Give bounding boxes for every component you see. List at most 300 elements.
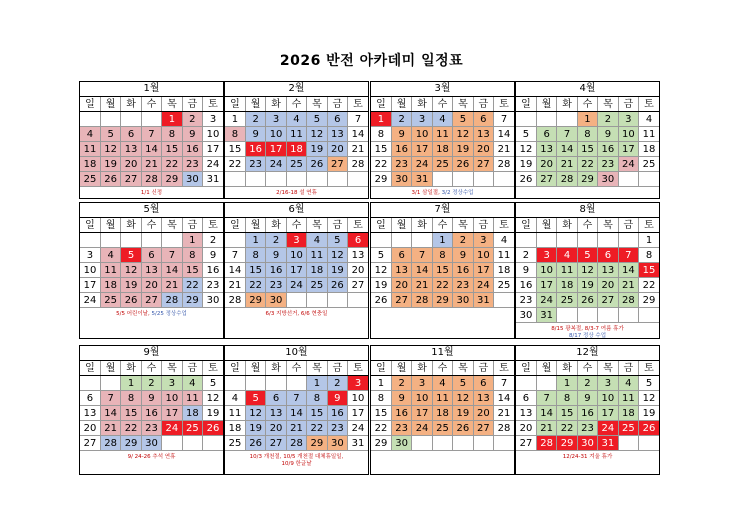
week-row bbox=[80, 248, 223, 263]
day-cell: 27 bbox=[473, 421, 493, 436]
day-cell bbox=[348, 293, 368, 308]
day-cell: 21 bbox=[494, 142, 514, 157]
day-cell: 10 bbox=[536, 263, 556, 278]
weekday-header: 목 bbox=[598, 361, 618, 376]
weekday-header: 일 bbox=[371, 218, 391, 233]
day-cell: 18 bbox=[432, 406, 452, 421]
day-cell: 2 bbox=[245, 112, 265, 127]
day-cell: 2 bbox=[182, 112, 202, 127]
weekday-header: 금 bbox=[473, 361, 493, 376]
day-cell: 1 bbox=[371, 112, 391, 127]
week-row bbox=[371, 233, 514, 248]
day-cell: 3 bbox=[598, 376, 618, 391]
day-cell: 25 bbox=[182, 421, 202, 436]
day-cell: 30 bbox=[327, 436, 347, 451]
day-cell: 26 bbox=[307, 157, 327, 172]
month-block bbox=[515, 81, 660, 199]
note-text: 3/2 정상수업 bbox=[441, 190, 474, 196]
weekday-header: 수 bbox=[432, 361, 452, 376]
day-cell: 26 bbox=[327, 278, 347, 293]
day-cell: 2 bbox=[141, 376, 161, 391]
month-title: 11월 bbox=[371, 346, 514, 361]
week-row bbox=[225, 436, 368, 451]
day-cell: 18 bbox=[307, 263, 327, 278]
day-cell: 4 bbox=[432, 376, 452, 391]
day-cell: 19 bbox=[516, 157, 536, 172]
day-cell: 26 bbox=[203, 421, 223, 436]
day-cell: 7 bbox=[286, 391, 306, 406]
day-cell: 11 bbox=[432, 391, 452, 406]
day-cell bbox=[639, 436, 659, 451]
day-cell bbox=[618, 308, 638, 323]
day-cell: 17 bbox=[473, 263, 493, 278]
day-cell: 24 bbox=[412, 157, 432, 172]
day-cell: 9 bbox=[327, 391, 347, 406]
day-cell: 17 bbox=[536, 278, 556, 293]
weekday-header: 금 bbox=[182, 97, 202, 112]
day-cell bbox=[162, 233, 182, 248]
day-cell bbox=[80, 233, 100, 248]
day-cell: 27 bbox=[80, 436, 100, 451]
weekday-header: 화 bbox=[557, 361, 577, 376]
week-row bbox=[80, 421, 223, 436]
day-cell bbox=[121, 112, 141, 127]
week-row bbox=[80, 127, 223, 142]
month-block bbox=[370, 345, 515, 475]
day-cell: 9 bbox=[516, 263, 536, 278]
weekday-header: 화 bbox=[266, 97, 286, 112]
weekday-header: 목 bbox=[307, 361, 327, 376]
day-cell: 17 bbox=[598, 406, 618, 421]
day-cell: 28 bbox=[494, 157, 514, 172]
week-row bbox=[516, 308, 659, 323]
week-row bbox=[225, 278, 368, 293]
holiday-note bbox=[225, 190, 368, 197]
day-cell: 29 bbox=[371, 436, 391, 451]
weekday-header: 금 bbox=[327, 361, 347, 376]
day-cell: 11 bbox=[307, 248, 327, 263]
weekday-header: 월 bbox=[245, 361, 265, 376]
day-cell: 5 bbox=[100, 127, 120, 142]
note-text: 6/3 지방선거, 6/6 현충일 bbox=[265, 311, 328, 317]
day-cell: 19 bbox=[121, 278, 141, 293]
day-cell: 25 bbox=[225, 436, 245, 451]
day-cell: 4 bbox=[494, 233, 514, 248]
day-cell: 23 bbox=[327, 421, 347, 436]
day-cell: 22 bbox=[245, 278, 265, 293]
weekday-header: 토 bbox=[494, 361, 514, 376]
day-cell: 8 bbox=[307, 391, 327, 406]
day-cell: 27 bbox=[391, 293, 411, 308]
day-cell: 2 bbox=[327, 376, 347, 391]
holiday-note bbox=[225, 454, 368, 468]
day-cell: 30 bbox=[182, 172, 202, 187]
day-cell: 7 bbox=[162, 248, 182, 263]
day-cell bbox=[100, 376, 120, 391]
day-cell: 4 bbox=[225, 391, 245, 406]
day-cell bbox=[473, 172, 493, 187]
day-cell: 23 bbox=[245, 157, 265, 172]
note-text: 10/9 한글날 bbox=[281, 461, 312, 467]
week-row bbox=[80, 436, 223, 451]
day-cell: 20 bbox=[536, 157, 556, 172]
day-cell: 24 bbox=[203, 157, 223, 172]
day-cell bbox=[307, 172, 327, 187]
day-cell: 8 bbox=[121, 391, 141, 406]
day-cell: 11 bbox=[432, 127, 452, 142]
day-cell: 25 bbox=[100, 293, 120, 308]
day-cell bbox=[494, 172, 514, 187]
day-cell: 25 bbox=[494, 278, 514, 293]
day-cell bbox=[80, 112, 100, 127]
day-cell: 20 bbox=[348, 263, 368, 278]
weekday-header: 일 bbox=[371, 361, 391, 376]
day-cell: 29 bbox=[557, 436, 577, 451]
weekday-header: 토 bbox=[348, 218, 368, 233]
day-cell: 11 bbox=[639, 127, 659, 142]
day-cell: 25 bbox=[80, 172, 100, 187]
day-cell: 14 bbox=[286, 406, 306, 421]
week-row bbox=[516, 263, 659, 278]
day-cell bbox=[141, 233, 161, 248]
weekday-header: 일 bbox=[225, 361, 245, 376]
weekday-header: 일 bbox=[516, 218, 536, 233]
day-cell: 31 bbox=[598, 436, 618, 451]
day-cell: 22 bbox=[577, 157, 597, 172]
day-cell: 14 bbox=[618, 263, 638, 278]
day-cell: 19 bbox=[453, 142, 473, 157]
day-cell: 20 bbox=[516, 421, 536, 436]
day-cell: 21 bbox=[141, 157, 161, 172]
day-cell: 8 bbox=[225, 127, 245, 142]
weekday-header: 토 bbox=[203, 361, 223, 376]
day-cell: 8 bbox=[245, 248, 265, 263]
day-cell: 5 bbox=[307, 112, 327, 127]
week-row bbox=[80, 157, 223, 172]
weekday-header: 화 bbox=[266, 361, 286, 376]
day-cell: 14 bbox=[100, 406, 120, 421]
day-cell: 15 bbox=[225, 142, 245, 157]
day-cell bbox=[516, 112, 536, 127]
day-cell: 18 bbox=[557, 278, 577, 293]
day-cell bbox=[473, 436, 493, 451]
day-cell: 7 bbox=[494, 112, 514, 127]
day-cell: 10 bbox=[473, 248, 493, 263]
day-cell: 21 bbox=[557, 157, 577, 172]
weekday-header: 수 bbox=[577, 218, 597, 233]
weekday-header: 수 bbox=[141, 218, 161, 233]
week-row bbox=[80, 391, 223, 406]
day-cell bbox=[536, 112, 556, 127]
weekday-header: 일 bbox=[80, 97, 100, 112]
week-row bbox=[371, 436, 514, 451]
week-row bbox=[516, 293, 659, 308]
day-cell: 24 bbox=[412, 421, 432, 436]
weekday-header: 목 bbox=[307, 97, 327, 112]
day-cell: 6 bbox=[473, 112, 493, 127]
weekday-header: 월 bbox=[245, 218, 265, 233]
day-cell bbox=[536, 376, 556, 391]
day-cell: 17 bbox=[80, 278, 100, 293]
day-cell: 31 bbox=[473, 293, 493, 308]
weekday-header: 금 bbox=[182, 361, 202, 376]
day-cell: 3 bbox=[412, 376, 432, 391]
day-cell: 6 bbox=[327, 112, 347, 127]
day-cell bbox=[494, 293, 514, 308]
day-cell: 13 bbox=[516, 406, 536, 421]
day-cell: 19 bbox=[203, 406, 223, 421]
day-cell: 4 bbox=[432, 112, 452, 127]
day-cell: 28 bbox=[348, 157, 368, 172]
day-cell: 14 bbox=[348, 127, 368, 142]
day-cell: 21 bbox=[348, 142, 368, 157]
day-cell bbox=[245, 172, 265, 187]
day-cell: 20 bbox=[473, 406, 493, 421]
day-cell: 9 bbox=[203, 248, 223, 263]
day-cell bbox=[453, 436, 473, 451]
holiday-note bbox=[80, 454, 223, 461]
day-cell: 16 bbox=[391, 142, 411, 157]
day-cell: 17 bbox=[412, 406, 432, 421]
day-cell bbox=[327, 293, 347, 308]
day-cell bbox=[391, 233, 411, 248]
day-cell: 17 bbox=[286, 263, 306, 278]
day-cell: 31 bbox=[412, 172, 432, 187]
day-cell: 9 bbox=[577, 391, 597, 406]
day-cell: 21 bbox=[412, 278, 432, 293]
weekday-header: 토 bbox=[494, 97, 514, 112]
week-row bbox=[225, 172, 368, 187]
weekday-header: 목 bbox=[598, 97, 618, 112]
day-cell: 30 bbox=[516, 308, 536, 323]
day-cell: 4 bbox=[286, 112, 306, 127]
weekday-header: 토 bbox=[639, 218, 659, 233]
day-cell: 28 bbox=[141, 172, 161, 187]
weekday-header: 토 bbox=[203, 218, 223, 233]
day-cell: 29 bbox=[307, 436, 327, 451]
weekday-header: 목 bbox=[162, 361, 182, 376]
day-cell: 9 bbox=[141, 391, 161, 406]
day-cell: 7 bbox=[225, 248, 245, 263]
month-block bbox=[224, 345, 369, 475]
day-cell: 19 bbox=[577, 278, 597, 293]
day-cell bbox=[577, 233, 597, 248]
month-block bbox=[224, 81, 369, 199]
day-cell bbox=[225, 376, 245, 391]
day-cell bbox=[432, 172, 452, 187]
day-cell: 8 bbox=[182, 248, 202, 263]
month-title: 12월 bbox=[516, 346, 659, 361]
week-row bbox=[371, 127, 514, 142]
day-cell: 15 bbox=[577, 142, 597, 157]
day-cell: 6 bbox=[348, 233, 368, 248]
day-cell: 28 bbox=[494, 421, 514, 436]
week-row bbox=[516, 127, 659, 142]
day-cell: 10 bbox=[412, 391, 432, 406]
day-cell: 6 bbox=[121, 127, 141, 142]
day-cell: 5 bbox=[371, 248, 391, 263]
day-cell: 3 bbox=[203, 112, 223, 127]
day-cell: 13 bbox=[391, 263, 411, 278]
day-cell: 22 bbox=[182, 278, 202, 293]
day-cell: 1 bbox=[432, 233, 452, 248]
month-title: 10월 bbox=[225, 346, 368, 361]
day-cell: 4 bbox=[80, 127, 100, 142]
day-cell: 18 bbox=[80, 157, 100, 172]
week-row bbox=[516, 112, 659, 127]
day-cell: 22 bbox=[432, 278, 452, 293]
day-cell bbox=[203, 436, 223, 451]
weekday-header: 일 bbox=[80, 361, 100, 376]
day-cell bbox=[100, 233, 120, 248]
day-cell: 8 bbox=[371, 391, 391, 406]
day-cell bbox=[327, 172, 347, 187]
day-cell: 10 bbox=[618, 127, 638, 142]
note-text: 10/3 개천절, 10/5 개천절 대체휴일일, bbox=[249, 454, 344, 460]
day-cell: 7 bbox=[412, 248, 432, 263]
day-cell: 12 bbox=[453, 127, 473, 142]
weekday-header: 화 bbox=[266, 218, 286, 233]
day-cell: 1 bbox=[557, 376, 577, 391]
day-cell: 14 bbox=[494, 391, 514, 406]
day-cell: 25 bbox=[286, 157, 306, 172]
weekday-header: 화 bbox=[121, 97, 141, 112]
day-cell: 8 bbox=[557, 391, 577, 406]
day-cell: 16 bbox=[203, 263, 223, 278]
week-row bbox=[371, 248, 514, 263]
day-cell: 2 bbox=[577, 376, 597, 391]
day-cell: 20 bbox=[121, 157, 141, 172]
week-row bbox=[80, 112, 223, 127]
day-cell: 18 bbox=[494, 263, 514, 278]
note-text: 2/16-18 설 연휴 bbox=[276, 190, 317, 196]
day-cell: 23 bbox=[182, 157, 202, 172]
day-cell: 20 bbox=[598, 278, 618, 293]
day-cell: 15 bbox=[639, 263, 659, 278]
day-cell: 17 bbox=[412, 142, 432, 157]
day-cell: 12 bbox=[307, 127, 327, 142]
day-cell: 15 bbox=[557, 406, 577, 421]
day-cell bbox=[100, 112, 120, 127]
day-cell: 1 bbox=[577, 112, 597, 127]
day-cell: 20 bbox=[327, 142, 347, 157]
day-cell: 25 bbox=[432, 421, 452, 436]
month-block bbox=[370, 81, 515, 199]
week-row bbox=[516, 157, 659, 172]
day-cell bbox=[598, 233, 618, 248]
week-row bbox=[225, 263, 368, 278]
holiday-note bbox=[80, 190, 223, 197]
day-cell bbox=[516, 233, 536, 248]
month-block bbox=[79, 81, 224, 199]
day-cell: 13 bbox=[327, 127, 347, 142]
day-cell: 31 bbox=[536, 308, 556, 323]
month-block bbox=[370, 202, 515, 339]
day-cell: 30 bbox=[598, 172, 618, 187]
week-row bbox=[371, 263, 514, 278]
weekday-header: 월 bbox=[100, 218, 120, 233]
weekday-header: 수 bbox=[432, 218, 452, 233]
weekday-header: 화 bbox=[121, 361, 141, 376]
day-cell: 10 bbox=[266, 127, 286, 142]
day-cell: 5 bbox=[453, 112, 473, 127]
weekday-header: 토 bbox=[639, 97, 659, 112]
day-cell: 24 bbox=[598, 421, 618, 436]
day-cell: 14 bbox=[162, 263, 182, 278]
day-cell: 9 bbox=[266, 248, 286, 263]
day-cell: 4 bbox=[182, 376, 202, 391]
day-cell: 12 bbox=[203, 391, 223, 406]
day-cell: 6 bbox=[516, 391, 536, 406]
day-cell: 17 bbox=[618, 142, 638, 157]
day-cell: 28 bbox=[412, 293, 432, 308]
day-cell: 28 bbox=[286, 436, 306, 451]
weekday-header: 수 bbox=[286, 361, 306, 376]
week-row bbox=[371, 112, 514, 127]
note-text: 1/1 신정 bbox=[140, 190, 163, 196]
day-cell: 11 bbox=[100, 263, 120, 278]
day-cell: 3 bbox=[80, 248, 100, 263]
day-cell: 12 bbox=[100, 142, 120, 157]
day-cell: 6 bbox=[80, 391, 100, 406]
day-cell: 12 bbox=[639, 391, 659, 406]
day-cell: 16 bbox=[577, 406, 597, 421]
day-cell: 11 bbox=[618, 391, 638, 406]
day-cell bbox=[618, 436, 638, 451]
day-cell: 7 bbox=[618, 248, 638, 263]
weekday-header: 월 bbox=[391, 218, 411, 233]
day-cell: 26 bbox=[453, 421, 473, 436]
day-cell: 20 bbox=[391, 278, 411, 293]
day-cell bbox=[557, 308, 577, 323]
day-cell: 9 bbox=[245, 127, 265, 142]
day-cell: 8 bbox=[639, 248, 659, 263]
day-cell: 22 bbox=[371, 421, 391, 436]
day-cell: 6 bbox=[473, 376, 493, 391]
note-text: 5/25 정상수업 bbox=[151, 311, 187, 317]
day-cell: 25 bbox=[307, 278, 327, 293]
day-cell: 21 bbox=[100, 421, 120, 436]
weekday-header: 토 bbox=[494, 218, 514, 233]
day-cell: 1 bbox=[121, 376, 141, 391]
day-cell: 8 bbox=[577, 127, 597, 142]
day-cell: 10 bbox=[348, 391, 368, 406]
day-cell: 6 bbox=[141, 248, 161, 263]
day-cell bbox=[286, 293, 306, 308]
day-cell: 14 bbox=[494, 127, 514, 142]
day-cell: 18 bbox=[182, 406, 202, 421]
day-cell: 10 bbox=[412, 127, 432, 142]
day-cell: 21 bbox=[286, 421, 306, 436]
day-cell: 27 bbox=[348, 278, 368, 293]
day-cell: 3 bbox=[473, 233, 493, 248]
day-cell bbox=[412, 436, 432, 451]
day-cell: 16 bbox=[245, 142, 265, 157]
day-cell: 4 bbox=[307, 233, 327, 248]
day-cell: 11 bbox=[557, 263, 577, 278]
week-row bbox=[225, 376, 368, 391]
day-cell: 27 bbox=[598, 293, 618, 308]
weekday-header: 월 bbox=[100, 361, 120, 376]
weekday-header: 목 bbox=[453, 361, 473, 376]
day-cell: 22 bbox=[639, 278, 659, 293]
month-title: 8월 bbox=[516, 203, 659, 218]
day-cell: 20 bbox=[141, 278, 161, 293]
day-cell: 30 bbox=[577, 436, 597, 451]
day-cell: 13 bbox=[473, 391, 493, 406]
day-cell: 14 bbox=[412, 263, 432, 278]
day-cell: 15 bbox=[162, 142, 182, 157]
